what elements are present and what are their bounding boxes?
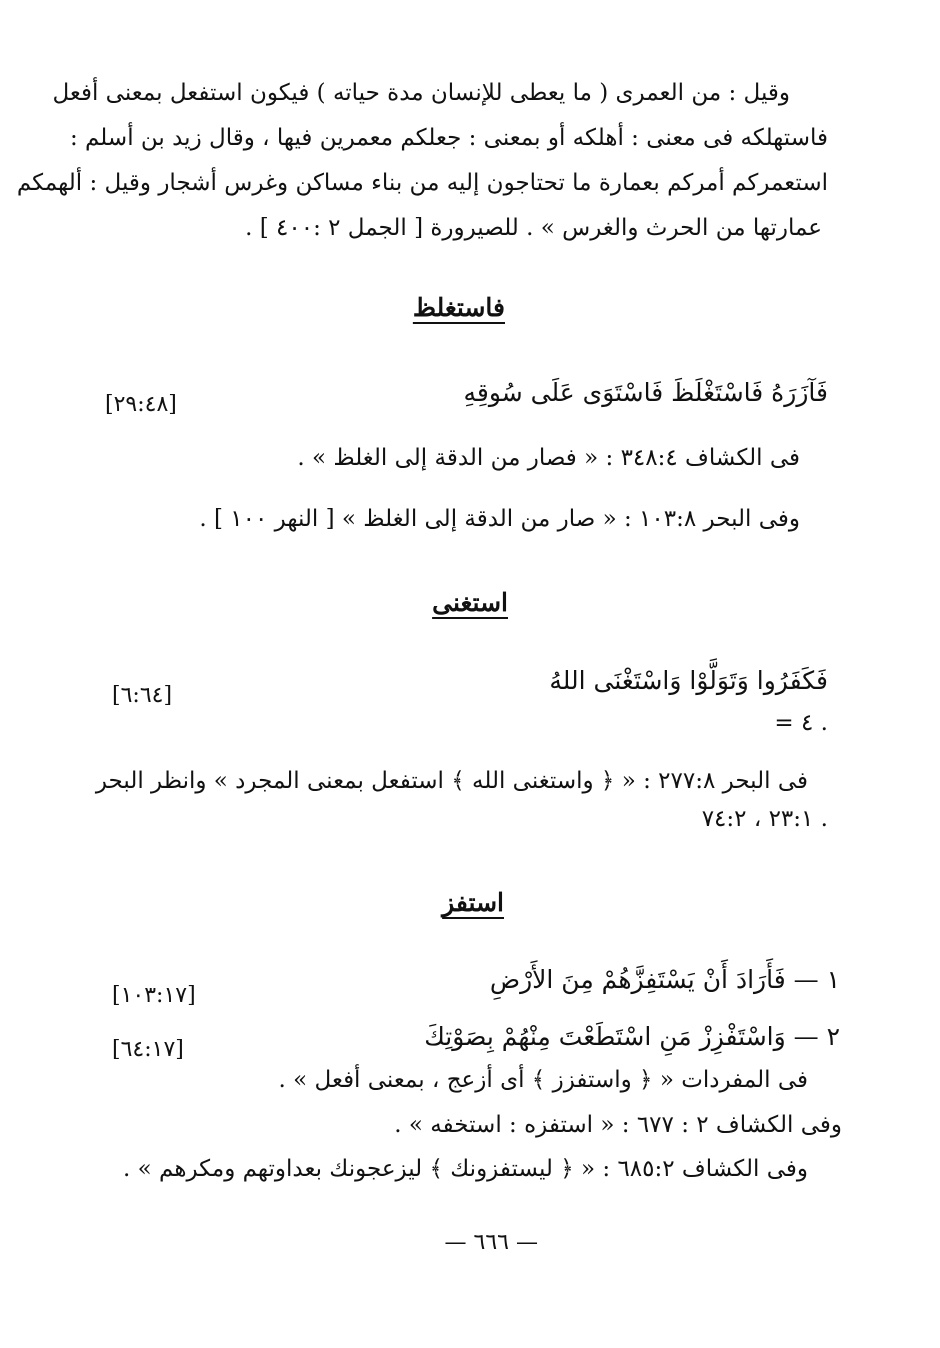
note-bahr: فى البحر ٢٧٧:٨ : « ﴿ واستغنى الله ﴾ استفعل بمعنى المجرد » وانظر البحر [95, 768, 808, 794]
heading-istafazza: استفز [442, 888, 504, 917]
note-mufradat: فى المفردات « ﴿ واستفزز ﴾ أى أزعج ، بمعنى أفعل » . [278, 1067, 808, 1093]
intro-line-3: استعمركم أمركم بعمارة ما تحتاجون إليه من بناء مساكن وغرس أشجار وقيل : ألهمكم [16, 170, 828, 196]
intro-line-2: فاستهلكه فى معنى : أهلكه أو بمعنى : جعلكم معمرين فيها ، وقال زيد بن أسلم : [69, 125, 828, 151]
note-kashshaf: فى الكشاف ٣٤٨:٤ : « فصار من الدقة إلى الغلظ » . [297, 445, 800, 471]
verse-istafazza-1: ١ — فَأَرَادَ أَنْ يَسْتَفِزَّهُمْ مِنَ الأَرْضِ [489, 965, 840, 994]
heading-istaghna: استغنى [432, 588, 508, 617]
verse-istafazza-2: ٢ — وَاسْتَفْزِزْ مَنِ اسْتَطَعْتَ مِنْهُمْ بِصَوْتِكَ [424, 1022, 840, 1051]
verse-istaghlaza: فَآزَرَهُ فَاسْتَغْلَظَ فَاسْتَوَى عَلَى سُوقِهِ [463, 378, 828, 407]
verse-reference: [٦:٦٤] [112, 683, 173, 708]
note-kashshaf-2: وفى الكشاف ٦٨٥:٢ : « ﴿ ليستفزونك ﴾ ليزعجونك بعداوتهم ومكرهم » . [123, 1156, 808, 1182]
verse-reference: [٦٤:١٧] [112, 1037, 184, 1062]
intro-line-1: وقيل : من العمرى ( ما يعطى للإنسان مدة حياته ) فيكون استفعل بمعنى أفعل [52, 80, 790, 106]
note-bahr: وفى البحر ١٠٣:٨ : « صار من الدقة إلى الغلظ » [ النهر ١٠٠ ] . [199, 506, 800, 532]
occurrence-count: = ٤ . [774, 710, 828, 736]
heading-istaghlaza: فاستغلظ [412, 293, 505, 322]
note-kashshaf: وفى الكشاف ٢ : ٦٧٧ : « استفزه : استخفه » . [394, 1112, 842, 1138]
verse-reference: [١٠٣:١٧] [112, 983, 196, 1008]
page-number: — ٦٦٦ — [444, 1230, 538, 1255]
verse-reference: [٢٩:٤٨] [105, 392, 177, 417]
intro-line-4: عمارتها من الحرث والغرس » . للصيرورة [ الجمل ٢ :٤٠٠ ] . [245, 215, 822, 241]
note-bahr-continued: ٢٣:١ ، ٧٤:٢ . [701, 806, 828, 832]
verse-istaghna: فَكَفَرُوا وَتَوَلَّوْا وَاسْتَغْنَى اللهُ [549, 666, 828, 695]
